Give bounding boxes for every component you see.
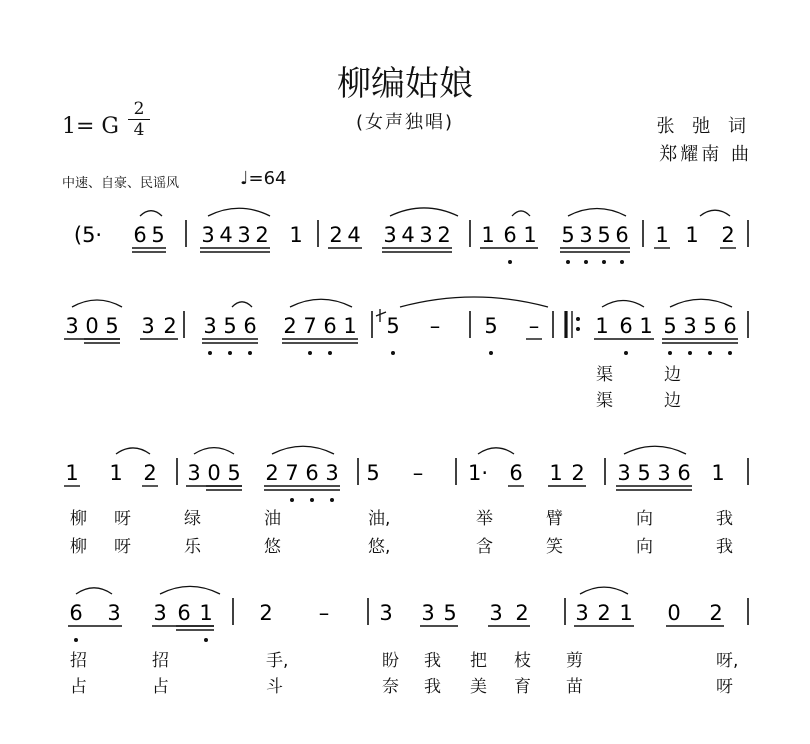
octave-dot-low <box>74 638 78 642</box>
slur <box>580 587 628 594</box>
lyric-verse-2: 斗 <box>266 677 283 697</box>
note: 6 <box>503 223 517 247</box>
lyric-verse-1: 渠 <box>596 365 613 385</box>
note: 2 <box>515 601 529 625</box>
note: 3 <box>575 601 589 625</box>
note: 0 <box>667 601 681 625</box>
note: 7 <box>303 314 317 338</box>
lyric-verse-2: 渠 <box>596 391 613 411</box>
slur <box>208 208 270 216</box>
octave-dot-low <box>290 498 294 502</box>
slur <box>390 208 458 216</box>
octave-dot-low <box>489 351 493 355</box>
key-signature: 1= G <box>62 114 119 139</box>
dash-sustain: – <box>412 461 424 485</box>
note: 6 <box>619 314 633 338</box>
note: 5 <box>597 223 611 247</box>
slur <box>72 300 122 307</box>
octave-dot-low <box>566 260 570 264</box>
lyric-verse-1: 盼 <box>382 651 399 671</box>
lyric-verse-1: 把 <box>470 651 487 671</box>
note: 0 <box>207 461 221 485</box>
note: 1 <box>619 601 633 625</box>
note: 3 <box>419 223 433 247</box>
note: 7 <box>285 461 299 485</box>
lyric-verse-2: 笑 <box>546 537 563 557</box>
note: 6 <box>615 223 629 247</box>
note: 1 <box>65 461 79 485</box>
note: 0 <box>85 314 99 338</box>
note: 2 <box>709 601 723 625</box>
lyric-verse-2: 美 <box>470 677 487 697</box>
slur <box>194 448 234 454</box>
lyric-verse-1: 油 <box>264 509 281 529</box>
note: 4 <box>219 223 233 247</box>
meter-bottom: 4 <box>133 120 145 140</box>
note: 3 <box>379 601 393 625</box>
slur <box>76 588 112 594</box>
slur <box>602 300 644 307</box>
octave-dot-low <box>624 351 628 355</box>
note: 6 <box>177 601 191 625</box>
lyric-verse-2: 边 <box>664 391 681 411</box>
note: 6 <box>305 461 319 485</box>
octave-dot-low <box>688 351 692 355</box>
octave-dot-low <box>308 351 312 355</box>
lyric-verse-2: 育 <box>514 677 531 697</box>
note: 5 <box>105 314 119 338</box>
octave-dot-low <box>602 260 606 264</box>
lyric-verse-1: 剪 <box>566 651 583 671</box>
note: 2 <box>437 223 451 247</box>
octave-dot-low <box>728 351 732 355</box>
note: 2 <box>255 223 269 247</box>
note: 4 <box>347 223 361 247</box>
note: (5· <box>73 223 103 247</box>
lyric-verse-1: 枝 <box>514 651 531 671</box>
slur <box>478 448 514 454</box>
dash-sustain: – <box>318 601 330 625</box>
lyric-verse-1: 呀 <box>114 509 131 529</box>
note: 3 <box>203 314 217 338</box>
octave-dot-low <box>228 351 232 355</box>
slur <box>568 209 626 216</box>
note: 2 <box>163 314 177 338</box>
note: 1 <box>549 461 563 485</box>
slur <box>160 586 220 594</box>
lyric-verse-2: 呀 <box>114 537 131 557</box>
note: 1 <box>595 314 609 338</box>
lyric-verse-2: 奈 <box>382 677 399 697</box>
note: 5 <box>223 314 237 338</box>
note: 1 <box>481 223 495 247</box>
octave-dot-low <box>584 260 588 264</box>
tempo-marking: 中速、自豪、民谣风 <box>62 176 180 191</box>
note: 3 <box>187 461 201 485</box>
note: 5 <box>561 223 575 247</box>
song-subtitle: (女声独唱) <box>355 112 455 133</box>
grace-mark <box>376 309 386 322</box>
note: 2 <box>329 223 343 247</box>
note: 1 <box>109 461 123 485</box>
note: 2 <box>143 461 157 485</box>
note: 3 <box>325 461 339 485</box>
note: 2 <box>597 601 611 625</box>
lyric-verse-1: 招 <box>152 651 169 671</box>
note: 5 <box>637 461 651 485</box>
lyric-verse-2: 悠, <box>368 537 391 557</box>
note: 1 <box>199 601 213 625</box>
octave-dot-low <box>248 351 252 355</box>
note: 6 <box>69 601 83 625</box>
note: 2 <box>265 461 279 485</box>
meter-top: 2 <box>133 99 145 119</box>
note: 3 <box>657 461 671 485</box>
lyric-verse-1: 呀, <box>716 651 739 671</box>
octave-dot-low <box>508 260 512 264</box>
note: 3 <box>65 314 79 338</box>
lyric-verse-1: 我 <box>716 509 733 529</box>
note: 6 <box>133 223 147 247</box>
lyric-verse-1: 向 <box>636 509 653 529</box>
note: 5 <box>703 314 717 338</box>
note: 1 <box>289 223 303 247</box>
note: 5 <box>151 223 165 247</box>
octave-dot-low <box>391 351 395 355</box>
dash-sustain: – <box>429 314 441 338</box>
note: 2 <box>283 314 297 338</box>
lyric-verse-2: 悠 <box>264 537 281 557</box>
note: 3 <box>579 223 593 247</box>
note: 5 <box>366 461 380 485</box>
octave-dot-low <box>668 351 672 355</box>
note: 2 <box>721 223 735 247</box>
note: 1 <box>655 223 669 247</box>
note: 5 <box>484 314 498 338</box>
note: 3 <box>617 461 631 485</box>
octave-dot-low <box>328 351 332 355</box>
note: 6 <box>243 314 257 338</box>
note: 6 <box>723 314 737 338</box>
slur <box>290 299 352 307</box>
lyric-verse-2: 含 <box>476 537 493 557</box>
metronome-marking: ♩=64 <box>240 168 287 189</box>
note: 3 <box>141 314 155 338</box>
lyric-verse-1: 臂 <box>546 509 563 529</box>
slur <box>512 211 530 216</box>
repeat-dot <box>576 317 580 321</box>
lyric-verse-2: 乐 <box>184 537 201 557</box>
octave-dot-low <box>204 638 208 642</box>
note: 1 <box>343 314 357 338</box>
note: 6 <box>323 314 337 338</box>
song-title: 柳编姑娘 <box>337 64 473 104</box>
octave-dot-low <box>620 260 624 264</box>
note: 2 <box>571 461 585 485</box>
slur <box>624 446 686 454</box>
lyric-verse-1: 油, <box>368 509 391 529</box>
octave-dot-low <box>330 498 334 502</box>
lyric-verse-2: 我 <box>716 537 733 557</box>
lyric-verse-1: 举 <box>476 509 493 529</box>
note: 1· <box>467 461 489 485</box>
slur <box>700 210 730 216</box>
note: 6 <box>509 461 523 485</box>
slur <box>272 446 334 454</box>
note: 3 <box>683 314 697 338</box>
lyric-verse-1: 绿 <box>184 509 201 529</box>
lyric-verse-2: 占 <box>152 677 169 697</box>
note: 3 <box>383 223 397 247</box>
lyric-verse-1: 手, <box>266 651 289 671</box>
note: 5 <box>227 461 241 485</box>
note: 1 <box>711 461 725 485</box>
note: 3 <box>107 601 121 625</box>
note: 5 <box>386 314 400 338</box>
note: 3 <box>489 601 503 625</box>
octave-dot-low <box>310 498 314 502</box>
note: 3 <box>201 223 215 247</box>
note: 5 <box>443 601 457 625</box>
note: 5 <box>663 314 677 338</box>
lyric-verse-2: 苗 <box>566 677 583 697</box>
slur <box>116 448 150 454</box>
note: 1 <box>685 223 699 247</box>
octave-dot-low <box>208 351 212 355</box>
lyricist-credit: 张 弛 词 <box>656 116 752 137</box>
note: 6 <box>677 461 691 485</box>
lyric-verse-1: 招 <box>70 651 87 671</box>
slur <box>400 297 548 307</box>
repeat-dot <box>576 327 580 331</box>
note: 1 <box>523 223 537 247</box>
lyric-verse-2: 我 <box>424 677 441 697</box>
note: 3 <box>237 223 251 247</box>
slur <box>670 299 732 307</box>
note: 2 <box>259 601 273 625</box>
lyric-verse-2: 呀 <box>716 677 733 697</box>
lyric-verse-1: 柳 <box>70 509 87 529</box>
note: 1 <box>639 314 653 338</box>
note: 3 <box>153 601 167 625</box>
lyric-verse-1: 我 <box>424 651 441 671</box>
lyric-verse-2: 向 <box>636 537 653 557</box>
note: 3 <box>421 601 435 625</box>
slur <box>140 211 162 216</box>
octave-dot-low <box>708 351 712 355</box>
composer-credit: 郑耀南 曲 <box>659 144 752 165</box>
slur <box>232 302 252 307</box>
note: 4 <box>401 223 415 247</box>
lyric-verse-2: 柳 <box>70 537 87 557</box>
dash-sustain: – <box>528 314 540 338</box>
lyric-verse-2: 占 <box>70 677 87 697</box>
lyric-verse-1: 边 <box>664 365 681 385</box>
